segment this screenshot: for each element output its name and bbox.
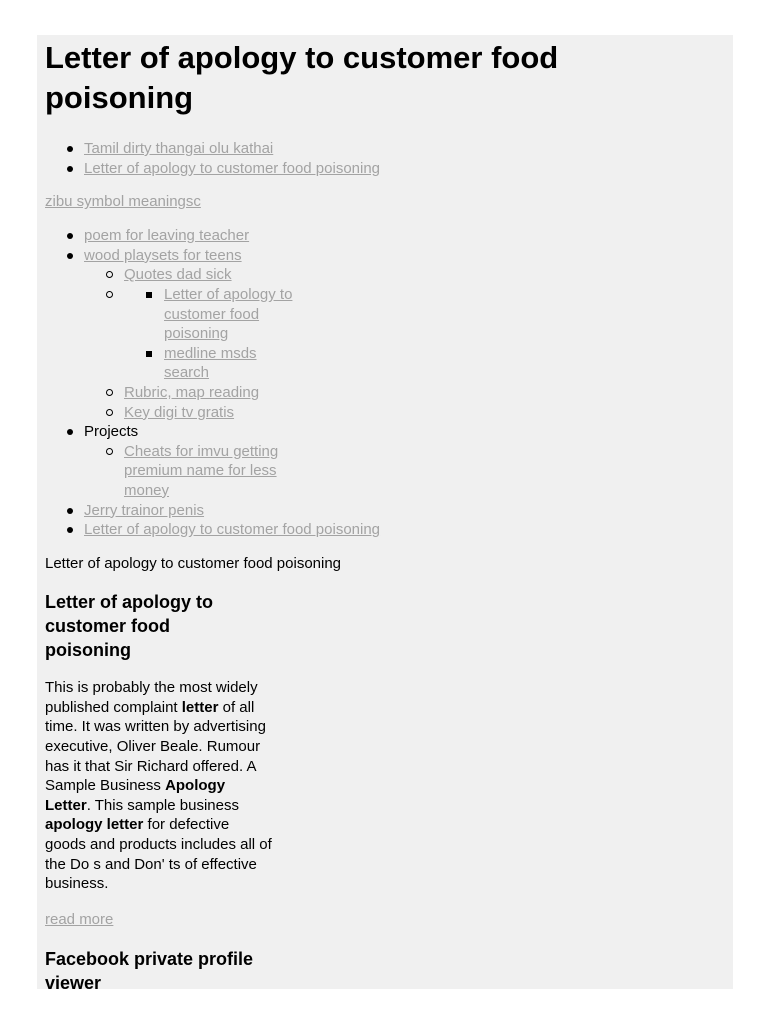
article-heading: Letter of apology to customer food poisoning (45, 592, 213, 661)
list-item (45, 501, 725, 521)
page-container (37, 35, 733, 993)
list-item (45, 139, 725, 159)
nested-list (124, 285, 304, 383)
link-jerry-trainor[interactable]: Jerry trainor penis (84, 501, 205, 519)
list-item (45, 422, 725, 500)
link-wood-playsets[interactable]: wood playsets for teens (84, 246, 242, 264)
link-imvu-cheats[interactable]: Cheats for imvu getting premium name for less money (124, 442, 279, 499)
link-poem-teacher[interactable]: poem for leaving teacher (84, 227, 250, 245)
list-item (84, 442, 289, 501)
list-item (45, 159, 725, 179)
link-key-digi[interactable]: Key digi tv gratis (124, 403, 235, 421)
read-more-link[interactable]: read more (45, 910, 114, 928)
article-body: This is probably the most widely published complaint letter of all time. It was written by advertising executive, Oliver Beale. Rumour has it that Sir Richard offered. A Sample Business Apology Letter. This sample business apology letter for defective goods and products includes all of the Do s and Don' ts of effective business. (45, 679, 272, 893)
page-title: Letter of apology to customer food poisoning (45, 40, 559, 115)
list-item (84, 265, 725, 285)
link-tamil[interactable]: Tamil dirty thangai olu kathai (84, 140, 274, 157)
facebook-heading: Facebook private profile viewer (45, 948, 254, 993)
link-rubric[interactable]: Rubric, map reading (124, 383, 260, 401)
sub-list (45, 265, 725, 422)
list-item (45, 246, 725, 422)
projects-label: Projects (84, 423, 139, 441)
list-item (84, 383, 725, 403)
link-letter-apology[interactable]: Letter of apology to customer food poisoning (84, 159, 381, 177)
link-nested-letter[interactable]: Letter of apology to customer food poisoning (164, 285, 293, 343)
list-item (84, 403, 725, 423)
link-letter-apology-2[interactable]: Letter of apology to customer food poisoning (84, 521, 381, 539)
link-zibu-symbol[interactable]: zibu symbol meaningsc (45, 193, 201, 211)
list-item (84, 285, 725, 383)
list-item (45, 226, 725, 246)
sub-list (45, 442, 725, 501)
link-medline[interactable]: medline msds search (164, 344, 257, 382)
link-quotes-dad[interactable]: Quotes dad sick (124, 266, 232, 284)
list-item (124, 285, 304, 344)
list-item (124, 344, 304, 383)
list-item (45, 520, 725, 540)
plain-line: Letter of apology to customer food poisoning (45, 554, 342, 572)
top-links-list (45, 139, 725, 178)
nav-list (45, 226, 725, 540)
